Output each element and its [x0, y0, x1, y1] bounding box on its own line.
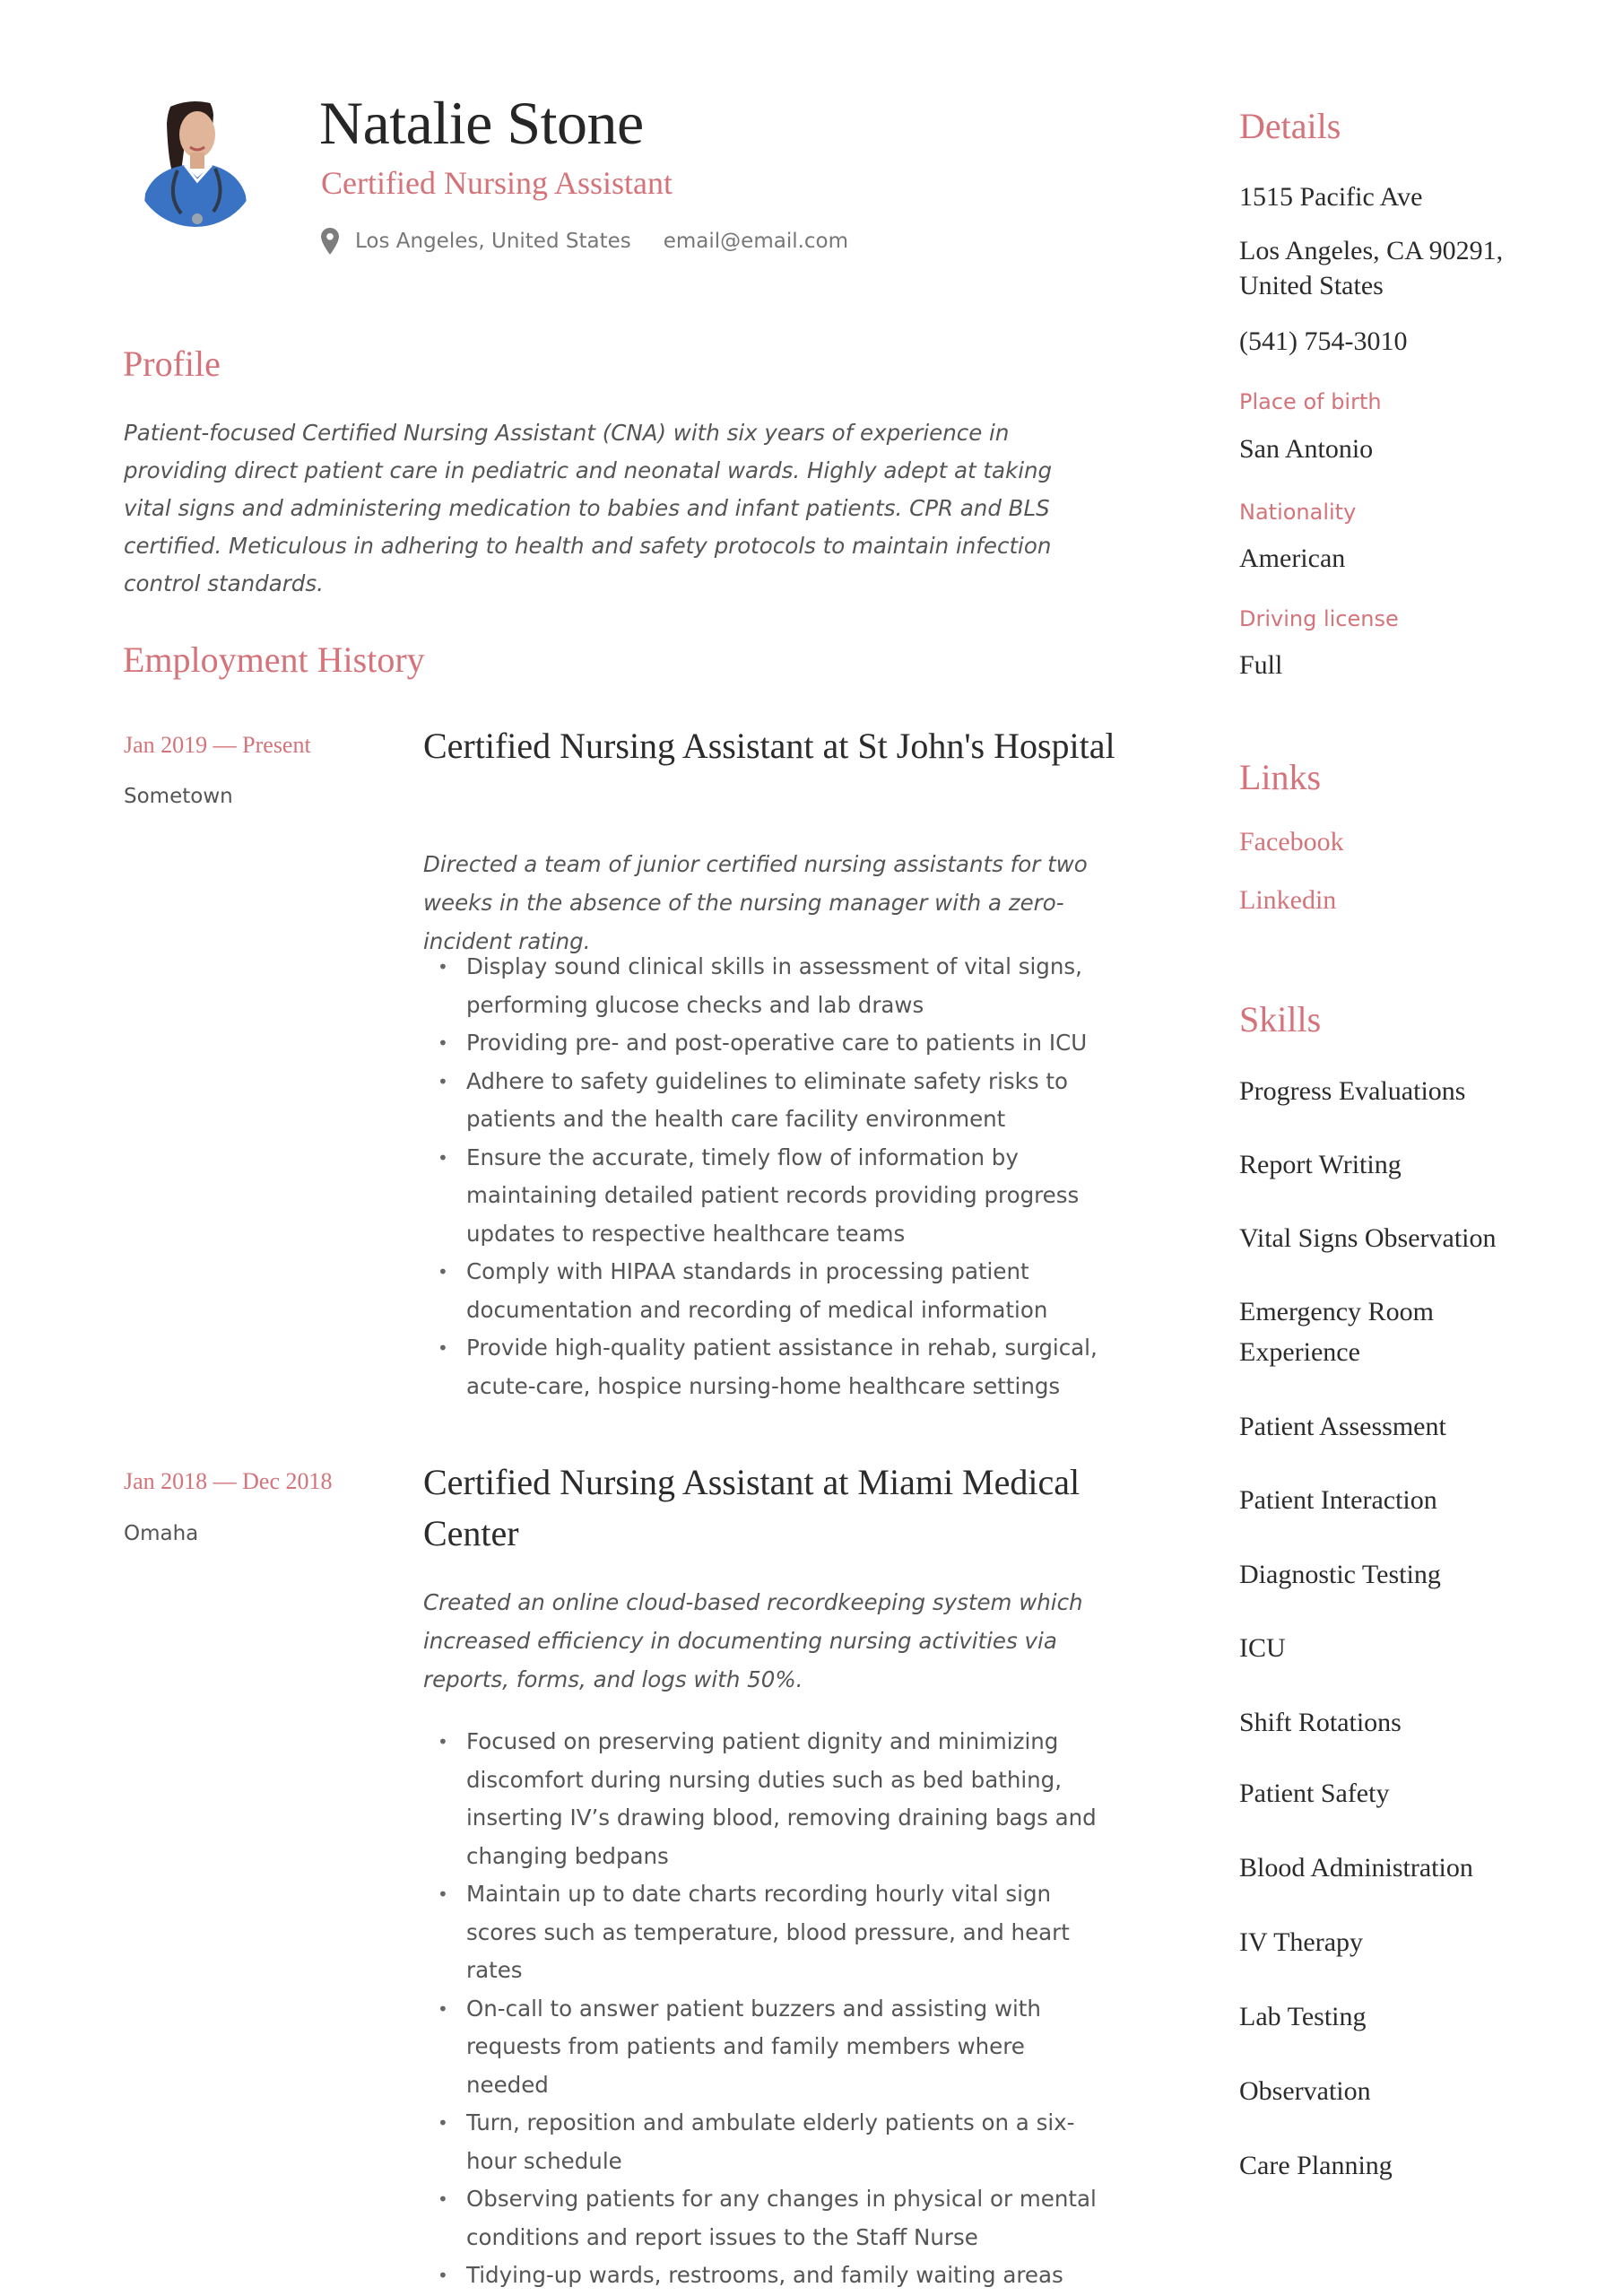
skill-item: Vital Signs Observation [1239, 1223, 1497, 1253]
job-description: Created an online cloud-based recordkeeping system which increased efficiency in documenting nursing activities via reports, forms, and logs with 50%. [423, 1589, 1083, 1692]
skill-item: Observation [1239, 2076, 1371, 2106]
contact-info [321, 228, 848, 255]
facebook-link[interactable]: Facebook [1239, 827, 1344, 857]
location-text: Los Angeles, United States [355, 230, 631, 253]
skill-item: Emergency Room Experience [1239, 1297, 1434, 1367]
bullet-item: • Provide high-quality patient assistance in rehab, surgical, acute-care, hospice nursing-home healthcare settings [423, 1329, 1105, 1405]
employment-heading: Employment History [123, 639, 425, 680]
bullet-item: • On-call to answer patient buzzers and assisting with requests from patients and family members where needed [423, 1990, 1105, 2105]
bullet-item: • Tidying-up wards, restrooms, and family waiting areas [423, 2257, 1105, 2295]
skill-item: Patient Assessment [1239, 1412, 1446, 1441]
map-pin-icon [321, 228, 339, 255]
job-bullets [423, 1723, 1105, 2295]
skill-item: Blood Administration [1239, 1853, 1473, 1883]
address-line-2: Los Angeles, CA 90291, [1239, 236, 1504, 265]
bullet-item: • Display sound clinical skills in assessment of vital signs, performing glucose checks and lab draws [423, 948, 1105, 1024]
job-bullets [423, 948, 1105, 1405]
profile-heading: Profile [123, 344, 221, 384]
skill-item: Patient Safety [1239, 1779, 1390, 1808]
candidate-name: Natalie Stone [319, 89, 644, 157]
skill-item: Care Planning [1239, 2151, 1393, 2180]
bullet-item: • Comply with HIPAA standards in processing patient documentation and recording of medical information [423, 1253, 1105, 1329]
phone-number: (541) 754-3010 [1239, 326, 1408, 356]
job-city: Sometown [124, 785, 233, 808]
skill-item: Report Writing [1239, 1150, 1402, 1179]
job-title: Certified Nursing Assistant at Miami Medical Center [423, 1462, 1081, 1553]
avatar [133, 88, 258, 231]
job-title-headline: Certified Nursing Assistant [321, 165, 673, 201]
skill-item: Diagnostic Testing [1239, 1560, 1441, 1589]
place-of-birth-label: Place of birth [1239, 389, 1382, 414]
linkedin-link[interactable]: Linkedin [1239, 885, 1337, 915]
bullet-item: • Focused on preserving patient dignity and minimizing discomfort during nursing duties such as bed bathing, inserting IV’s drawing blood, removing draining bags and changing bedpans [423, 1723, 1105, 1875]
job-title: Certified Nursing Assistant at St John's Hospital [423, 726, 1115, 766]
skill-item: IV Therapy [1239, 1927, 1364, 1957]
job-dates: Jan 2018 — Dec 2018 [124, 1468, 333, 1494]
driving-license-label: Driving license [1239, 606, 1399, 631]
skill-item: Patient Interaction [1239, 1485, 1437, 1515]
nationality-value: American [1239, 544, 1346, 573]
email-link[interactable]: email@email.com [663, 230, 849, 253]
bullet-item: • Adhere to safety guidelines to eliminate safety risks to patients and the health care facility environment [423, 1063, 1105, 1139]
profile-summary: Patient-focused Certified Nursing Assistant (CNA) with six years of experience in providing direct patient care in pediatric and neonatal wards. Highly adept at taking vital signs and administering medication to babies and infant patients. CPR and BLS certified. Meticulous in adhering to health and safety protocols to maintain infection control standards. [124, 420, 1053, 596]
profile-photo [133, 88, 258, 231]
place-of-birth-value: San Antonio [1239, 434, 1374, 464]
bullet-item: • Ensure the accurate, timely flow of information by maintaining detailed patient records providing progress updates to respective healthcare teams [423, 1139, 1105, 1254]
details-heading: Details [1239, 106, 1341, 146]
skill-item: ICU [1239, 1633, 1286, 1663]
job-description: Directed a team of junior certified nursing assistants for two weeks in the absence of the nursing manager with a zero-incident rating. [423, 851, 1088, 954]
nationality-label: Nationality [1239, 500, 1357, 525]
bullet-item: • Providing pre- and post-operative care to patients in ICU [423, 1024, 1105, 1063]
bullet-item: • Maintain up to date charts recording hourly vital sign scores such as temperature, blood pressure, and heart rates [423, 1875, 1105, 1990]
address-line-1: 1515 Pacific Ave [1239, 182, 1423, 212]
driving-license-value: Full [1239, 650, 1283, 680]
links-heading: Links [1239, 757, 1322, 797]
skills-heading: Skills [1239, 999, 1322, 1039]
skill-item: Progress Evaluations [1239, 1076, 1466, 1106]
job-city: Omaha [124, 1522, 199, 1545]
job-dates: Jan 2019 — Present [124, 732, 311, 758]
bullet-item: • Observing patients for any changes in physical or mental conditions and report issues to the Staff Nurse [423, 2180, 1105, 2257]
address-line-3: United States [1239, 271, 1384, 300]
skill-item: Lab Testing [1239, 2002, 1367, 2031]
bullet-item: • Turn, reposition and ambulate elderly patients on a six-hour schedule [423, 2104, 1105, 2180]
skill-item: Shift Rotations [1239, 1708, 1402, 1737]
